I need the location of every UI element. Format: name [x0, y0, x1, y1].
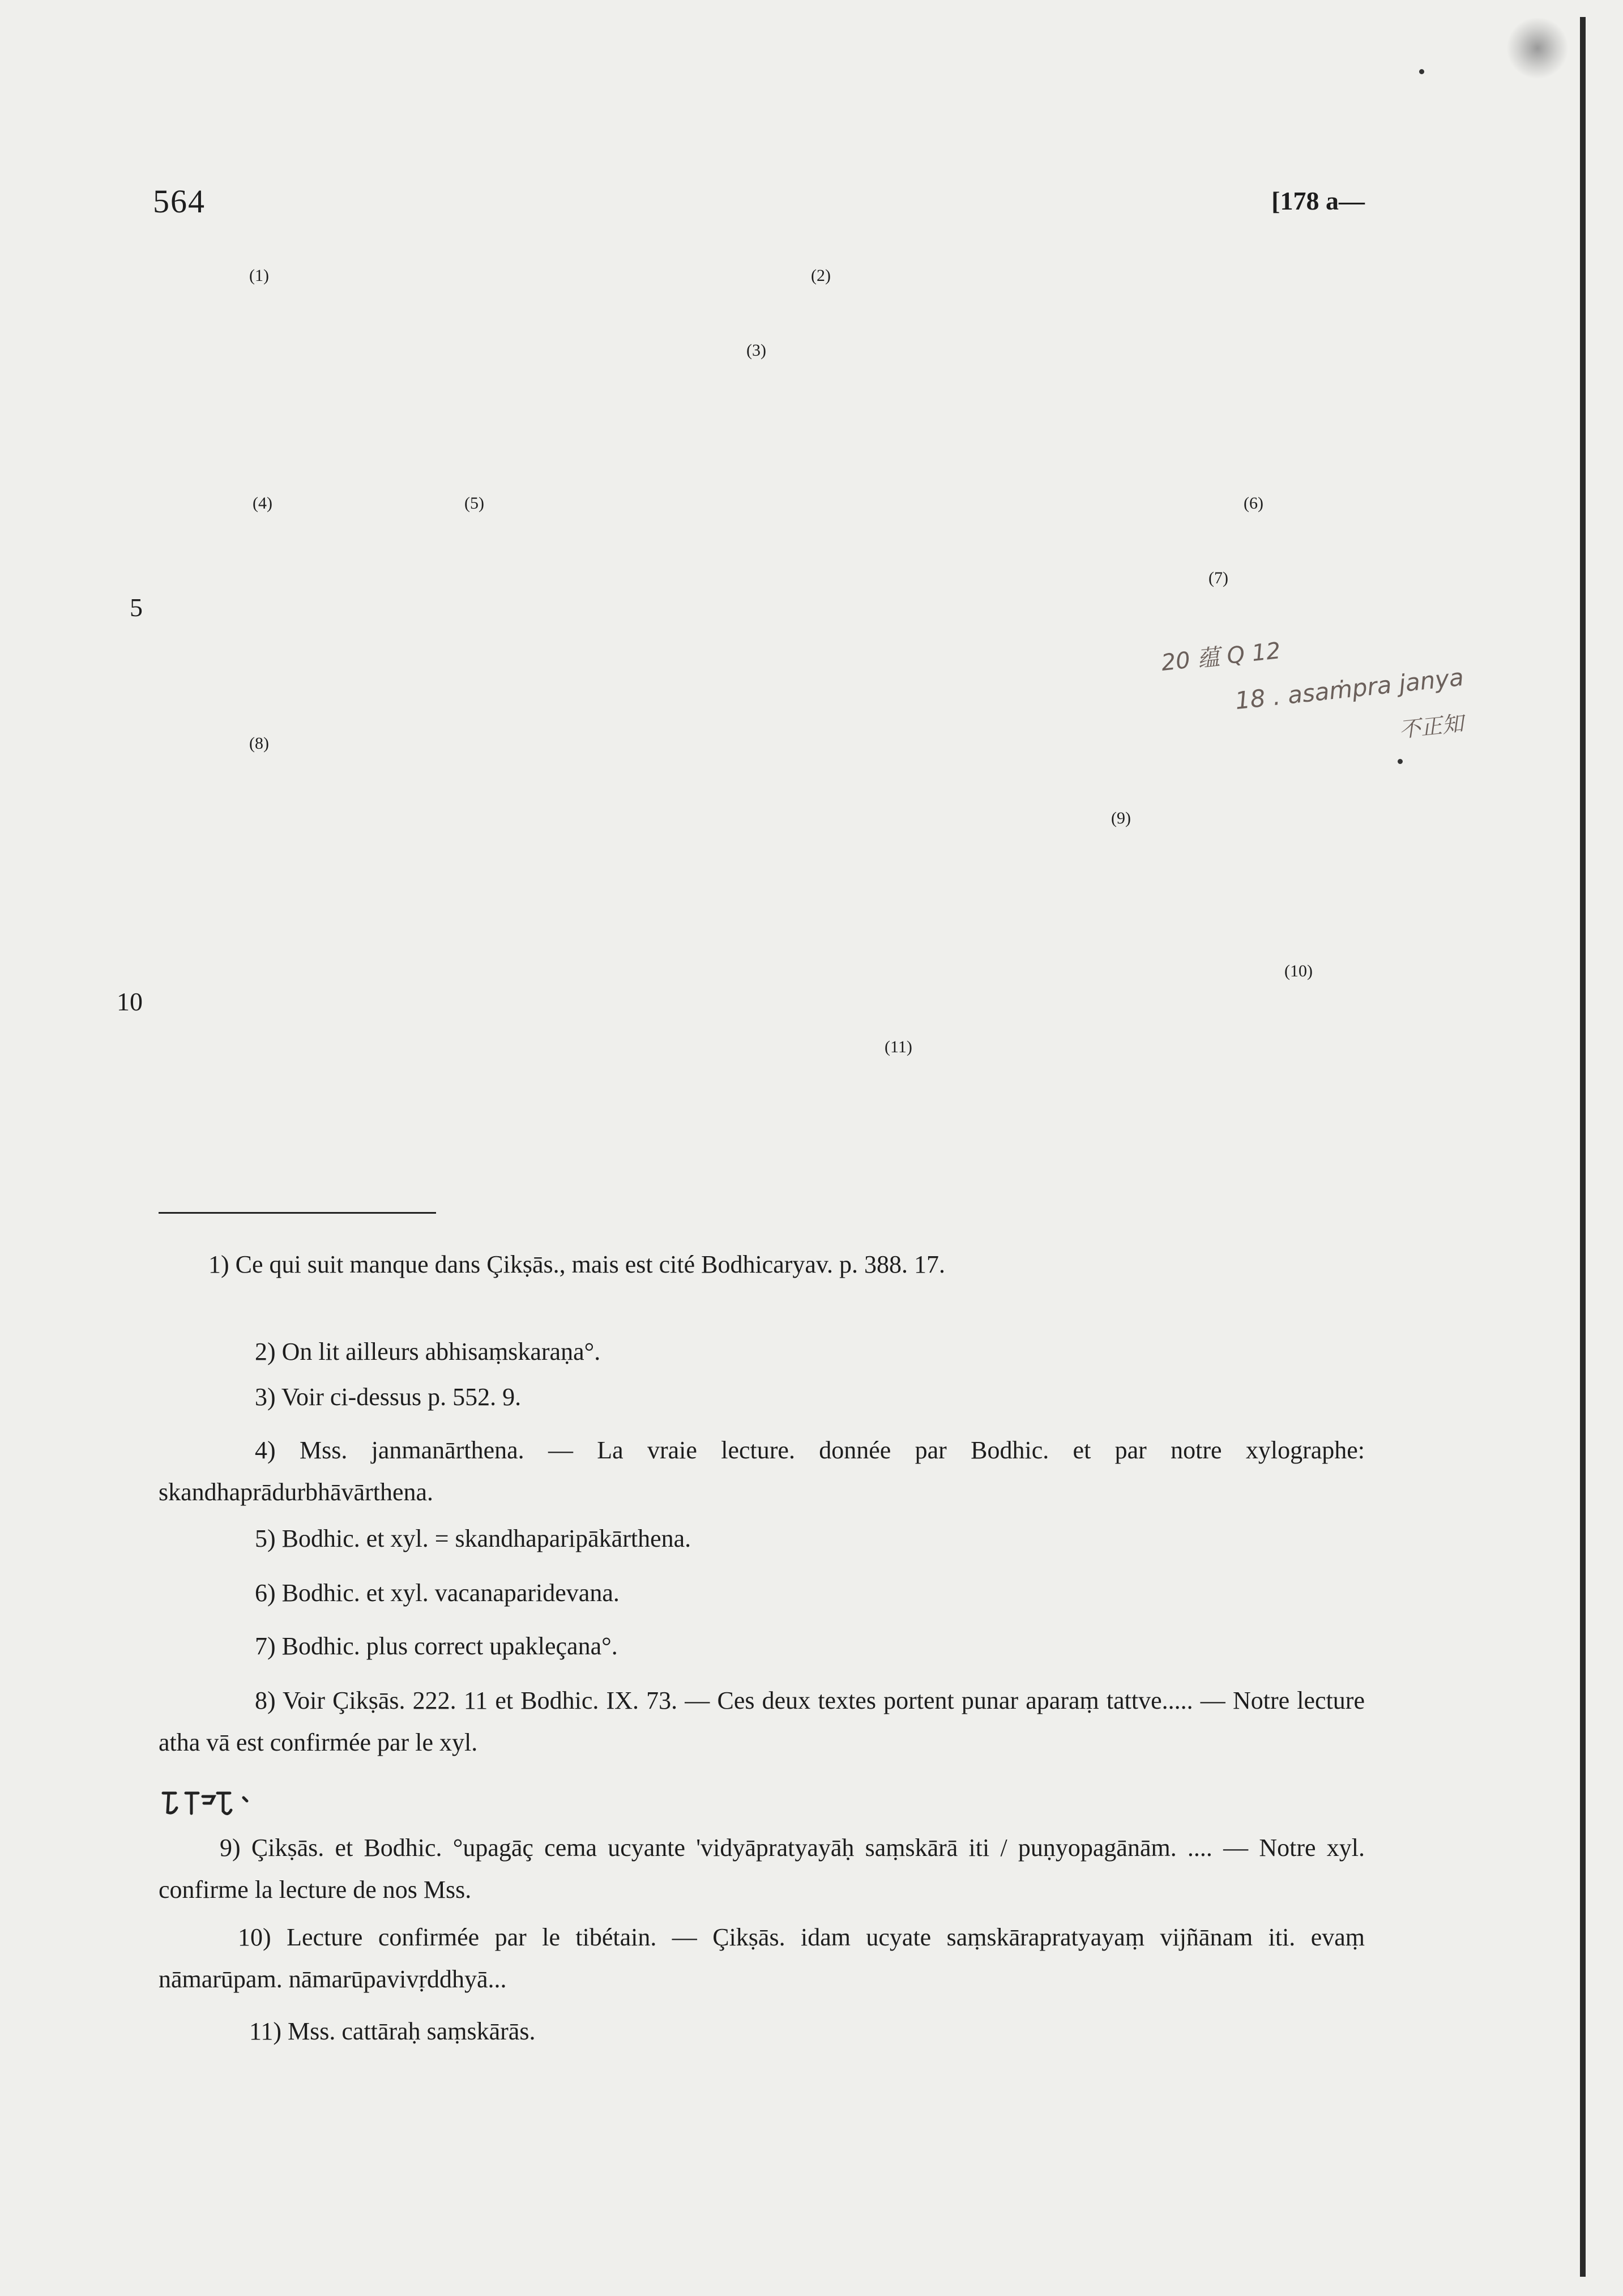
note-ref: (6): [1244, 494, 1263, 513]
footnote: 1) Ce qui suit manque dans Çikṣās., mais est cité Bodhicaryav. p. 388. 17.: [208, 1251, 946, 1278]
text-line: [249, 669, 374, 702]
footnote: 10) Lecture confirmée par le tibétain. — Çikṣās. idam ucyate saṃskārapratyayaṃ vijñānam iti. evaṃ nāmarūpam. nāmarūpavivṛddhyā...: [159, 1923, 1365, 1993]
footnote: 4) Mss. janmanārthena. — La vraie lecture. donnée par Bodhic. et par notre xylographe: skandhaprādurbhāvārthena.: [159, 1436, 1365, 1506]
line-number: 5: [130, 593, 143, 622]
note-ref: (2): [811, 266, 831, 285]
note-ref: (4): [253, 494, 272, 513]
note-ref: (1): [249, 266, 269, 285]
footnote: 6) Bodhic. et xyl. vacanaparidevana.: [255, 1579, 620, 1607]
line-number: 10: [117, 987, 143, 1016]
speck-dot: [1419, 69, 1424, 74]
scan-speck: [1506, 17, 1569, 79]
page-number: 564: [153, 183, 206, 220]
footnote: 8) Voir Çikṣās. 222. 11 et Bodhic. IX. 73. — Ces deux textes portent punar aparaṃ tattve..... — Notre lecture atha vā est confirmée par le xyl.: [159, 1687, 1365, 1756]
text-line: [249, 836, 1370, 869]
tibetan-xylograph-quote: [159, 1783, 260, 1823]
folio-marker: [178 a—: [1271, 186, 1365, 215]
text-line: [249, 594, 1370, 626]
handwritten-note: 20 蕴 Q 12: [1160, 638, 1282, 676]
text-line: [249, 367, 1370, 400]
text-line: [249, 912, 1370, 945]
note-ref: (11): [885, 1038, 912, 1056]
text-line: [249, 988, 1370, 1021]
note-ref: (5): [464, 494, 484, 513]
note-ref: (8): [249, 734, 269, 753]
handwritten-note: 不正知: [1398, 711, 1465, 742]
note-ref: (10): [1284, 962, 1313, 980]
footnote: 5) Bodhic. et xyl. = skandhaparipākārthena.: [255, 1525, 691, 1552]
running-head: [153, 182, 1365, 228]
footnote: 7) Bodhic. plus correct upakleçana°.: [255, 1632, 618, 1660]
footnote: 9) Çikṣās. et Bodhic. °upagāç cema ucyante 'vidyāpratyayāḥ saṃskārā iti / puṇyopagānām. .... — Notre xyl. confirme la lecture de nos Mss.: [159, 1834, 1365, 1904]
speck-dot: [1398, 759, 1403, 764]
footnote: 3) Voir ci-dessus p. 552. 9.: [255, 1383, 522, 1411]
text-line: [249, 760, 1370, 793]
footnote: 2) On lit ailleurs abhisaṃskaraṇa°.: [255, 1338, 601, 1365]
text-line: [249, 1064, 1370, 1096]
scan-edge: [1580, 17, 1586, 2277]
handwritten-note: 18 . asaṁpra janya: [1233, 663, 1465, 715]
text-line: [249, 518, 1370, 550]
footnote: 11) Mss. cattāraḥ saṃskārās.: [249, 2017, 536, 2045]
text-line: [249, 290, 1370, 323]
text-line: [249, 1140, 1370, 1172]
footnote-rule: [159, 1212, 436, 1214]
text-line: [249, 442, 1370, 475]
note-ref: (7): [1208, 569, 1228, 587]
note-ref: (3): [746, 341, 766, 360]
note-ref: (9): [1111, 809, 1131, 827]
